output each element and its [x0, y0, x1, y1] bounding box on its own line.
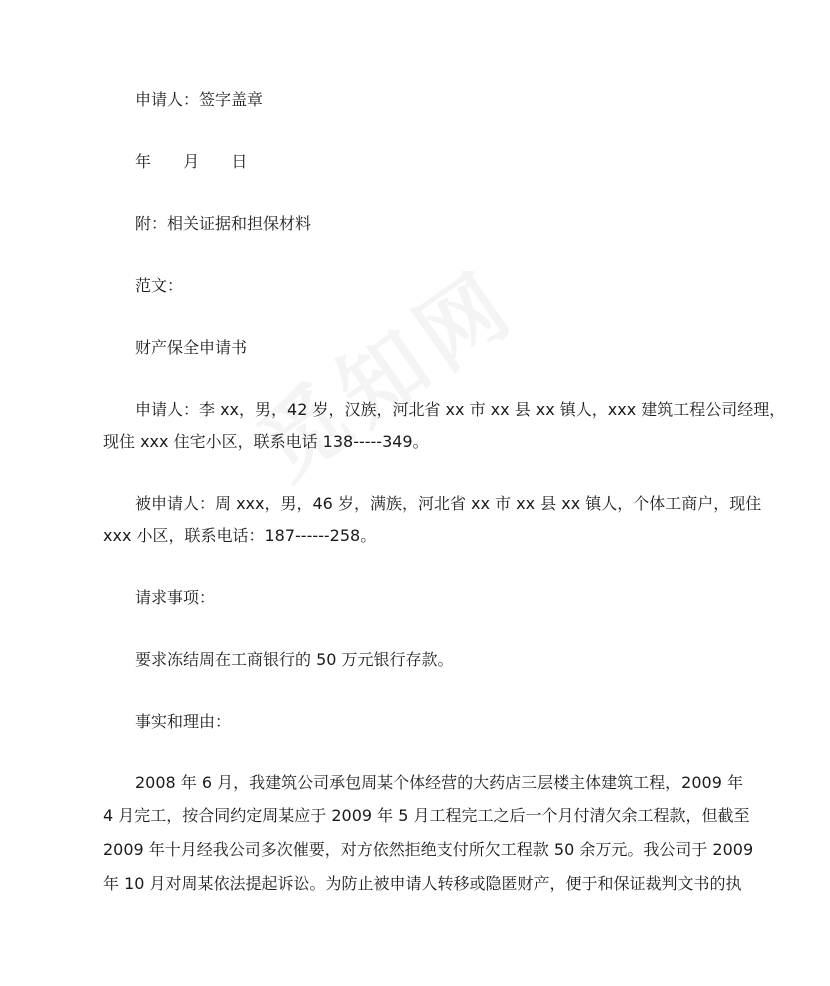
date-line: [135, 152, 247, 172]
request-body: 要求冻结周在工商银行的 50 万元银行存款。: [135, 650, 454, 669]
sample-title: 财产保全申请书: [135, 338, 248, 357]
facts-line-1: 2008 年 6 月，我建筑公司承包周某个体经营的大药店三层楼主体建筑工程，2009 年: [135, 773, 743, 792]
date-year: 年: [135, 152, 152, 171]
sample-label: 范文：: [135, 276, 184, 295]
applicant-line-2: 现住 xxx 住宅小区，联系电话 138-----349。: [103, 432, 429, 451]
applicant-sign-line: 申请人：签字盖章: [135, 90, 264, 109]
date-month: 月: [183, 152, 200, 171]
applicant-line-1: 申请人：李 xx，男，42 岁，汉族，河北省 xx 市 xx 县 xx 镇人，xxx 建筑工程公司经理，: [135, 400, 786, 419]
respondent-line-2: xxx 小区，联系电话：187------258。: [103, 526, 377, 545]
facts-line-2: 4 月完工，按合同约定周某应于 2009 年 5 月工程完工之后一个月付清欠余工程款，但截至: [103, 806, 750, 825]
date-day: 日: [231, 152, 248, 171]
facts-line-3: 2009 年十月经我公司多次催要，对方依然拒绝支付所欠工程款 50 余万元。我公司于 2009: [103, 840, 754, 859]
attachment-line: 附：相关证据和担保材料: [135, 214, 312, 233]
request-heading: 请求事项：: [135, 588, 216, 607]
facts-line-4: 年 10 月对周某依法提起诉讼。为防止被申请人转移或隐匿财产，便于和保证裁判文书的执: [103, 874, 742, 893]
respondent-line-1: 被申请人：周 xxx，男，46 岁，满族，河北省 xx 市 xx 县 xx 镇人，个体工商户，现住: [135, 494, 762, 513]
facts-heading: 事实和理由：: [135, 712, 232, 731]
